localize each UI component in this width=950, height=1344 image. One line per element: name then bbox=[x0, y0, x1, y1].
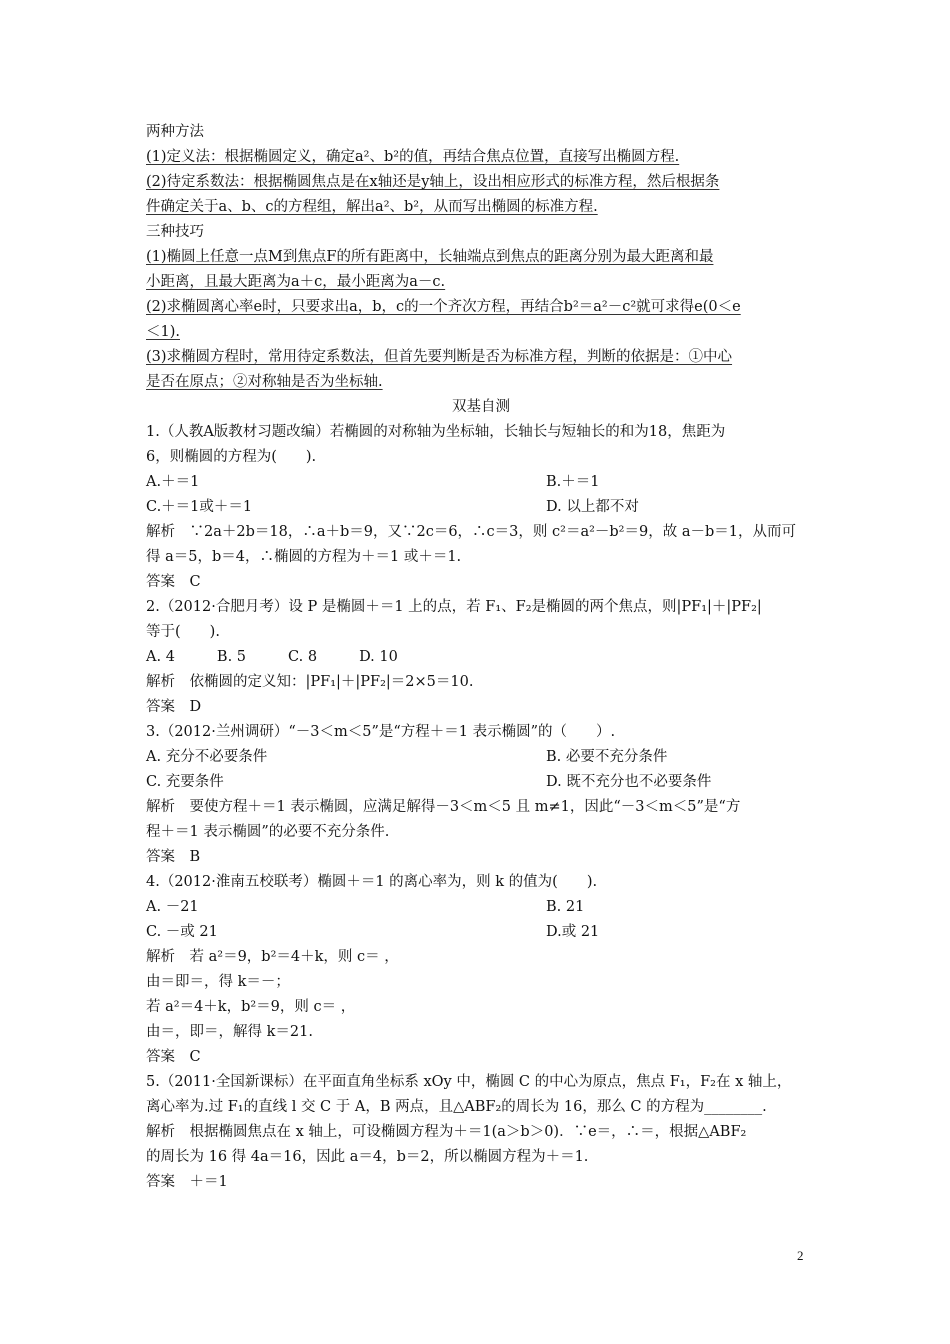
q3-option-a: A. 充分不必要条件 bbox=[146, 749, 268, 765]
technique-line-1: (1)椭圆上任意一点M到焦点F的所有距离中，长轴端点到焦点的距离分别为最大距离和最 bbox=[146, 249, 714, 265]
q3-analysis-2: 程＋＝1 表示椭圆”的必要不充分条件. bbox=[146, 824, 390, 840]
techniques-heading: 三种技巧 bbox=[146, 224, 204, 240]
q2-option-a: A. 4 bbox=[146, 649, 175, 665]
q3-stem-1: 3.（2012·兰州调研）“－3＜m＜5”是“方程＋＝1 表示椭圆”的（ ）. bbox=[146, 724, 616, 740]
q2-stem-2: 等于( ). bbox=[146, 624, 220, 640]
q4-options-row-1 bbox=[146, 895, 816, 920]
q2-stem-1: 2.（2012·合肥月考）设 P 是椭圆＋＝1 上的点，若 F₁、F₂是椭圆的两个焦点，则|PF₁|＋|PF₂| bbox=[146, 599, 762, 615]
method-line-3: 件确定关于a、b、c的方程组，解出a²、b²，从而写出椭圆的标准方程. bbox=[146, 199, 598, 215]
page-number: 2 bbox=[797, 1248, 804, 1263]
q3-option-c: C. 充要条件 bbox=[146, 774, 224, 790]
page-content bbox=[146, 120, 816, 1195]
q4-option-d: D.或 21 bbox=[546, 924, 600, 940]
q2-option-c: C. 8 bbox=[288, 649, 318, 665]
q2-options bbox=[146, 645, 816, 670]
q2-option-d: D. 10 bbox=[359, 649, 398, 665]
q2-option-b: B. 5 bbox=[216, 649, 247, 665]
q5-analysis-1: 解析 根据椭圆焦点在 x 轴上，可设椭圆方程为＋＝1(a＞b＞0)．∵e＝，∴＝，根据△ABF₂ bbox=[146, 1124, 747, 1140]
q1-options-row-2 bbox=[146, 495, 816, 520]
q1-option-a: A.＋＝1 bbox=[146, 474, 200, 490]
q5-analysis-2: 的周长为 16 得 4a＝16，因此 a＝4，b＝2，所以椭圆方程为＋＝1. bbox=[146, 1149, 589, 1165]
q4-option-a: A. －21 bbox=[146, 899, 199, 915]
q1-stem-1: 1.（人教A版教材习题改编）若椭圆的对称轴为坐标轴，长轴长与短轴长的和为18，焦距为 bbox=[146, 424, 726, 440]
technique-line-3: (2)求椭圆离心率e时，只要求出a，b，c的一个齐次方程，再结合b²＝a²－c²就可求得e(0＜e bbox=[146, 299, 741, 315]
q4-analysis-3: 若 a²＝4＋k，b²＝9，则 c＝ ， bbox=[146, 999, 356, 1015]
q5-answer: 答案 ＋＝1 bbox=[146, 1174, 228, 1190]
q3-analysis-1: 解析 要使方程＋＝1 表示椭圆，应满足解得－3＜m＜5 且 m≠1，因此“－3＜m＜5”是“方 bbox=[146, 799, 741, 815]
technique-line-2: 小距离，且最大距离为a＋c，最小距离为a－c. bbox=[146, 274, 446, 290]
method-line-1: (1)定义法：根据椭圆定义，确定a²、b²的值，再结合焦点位置，直接写出椭圆方程. bbox=[146, 149, 680, 165]
q1-options-row-1 bbox=[146, 470, 816, 495]
q2-analysis-1: 解析 依椭圆的定义知：|PF₁|＋|PF₂|＝2×5＝10. bbox=[146, 674, 474, 690]
q4-stem-1: 4.（2012·淮南五校联考）椭圆＋＝1 的离心率为，则 k 的值为( ). bbox=[146, 874, 598, 890]
technique-line-5: (3)求椭圆方程时，常用待定系数法，但首先要判断是否为标准方程，判断的依据是：①中心 bbox=[146, 349, 733, 365]
q5-stem-2: 离心率为.过 F₁的直线 l 交 C 于 A，B 两点，且△ABF₂的周长为 16，那么 C 的方程为________. bbox=[146, 1099, 767, 1115]
q4-answer: 答案 C bbox=[146, 1049, 201, 1065]
q4-options-row-2 bbox=[146, 920, 816, 945]
technique-line-6: 是否在原点；②对称轴是否为坐标轴. bbox=[146, 374, 383, 390]
q4-analysis-4: 由＝，即＝，解得 k＝21. bbox=[146, 1024, 313, 1040]
q3-answer: 答案 B bbox=[146, 849, 201, 865]
q1-option-c: C.＋＝1或＋＝1 bbox=[146, 499, 253, 515]
q5-stem-1: 5.（2011·全国新课标）在平面直角坐标系 xOy 中，椭圆 C 的中心为原点，焦点 F₁，F₂在 x 轴上， bbox=[146, 1074, 792, 1090]
q1-stem-2: 6，则椭圆的方程为( ). bbox=[146, 449, 317, 465]
q3-options-row-2 bbox=[146, 770, 816, 795]
q1-option-d: D. 以上都不对 bbox=[546, 499, 639, 515]
q3-options-row-1 bbox=[146, 745, 816, 770]
q4-analysis-2: 由＝即＝，得 k＝－； bbox=[146, 974, 290, 990]
q4-option-b: B. 21 bbox=[546, 899, 585, 915]
methods-heading: 两种方法 bbox=[146, 124, 204, 140]
method-line-2: (2)待定系数法：根据椭圆焦点是在x轴还是y轴上，设出相应形式的标准方程，然后根据条 bbox=[146, 174, 720, 190]
q1-answer: 答案 C bbox=[146, 574, 201, 590]
q3-option-b: B. 必要不充分条件 bbox=[546, 749, 668, 765]
q1-analysis-1: 解析 ∵2a＋2b＝18，∴a＋b＝9，又∵2c＝6，∴c＝3，则 c²＝a²－b²＝9，故 a－b＝1，从而可 bbox=[146, 524, 796, 540]
section-title: 双基自测 bbox=[452, 399, 510, 415]
q4-option-c: C. －或 21 bbox=[146, 924, 218, 940]
q4-analysis-1: 解析 若 a²＝9，b²＝4＋k，则 c＝ ， bbox=[146, 949, 399, 965]
q1-option-b: B.＋＝1 bbox=[546, 474, 600, 490]
q2-answer: 答案 D bbox=[146, 699, 202, 715]
q3-option-d: D. 既不充分也不必要条件 bbox=[546, 774, 712, 790]
q1-analysis-2: 得 a＝5，b＝4，∴椭圆的方程为＋＝1 或＋＝1. bbox=[146, 549, 462, 565]
technique-line-4: ＜1). bbox=[146, 324, 180, 340]
